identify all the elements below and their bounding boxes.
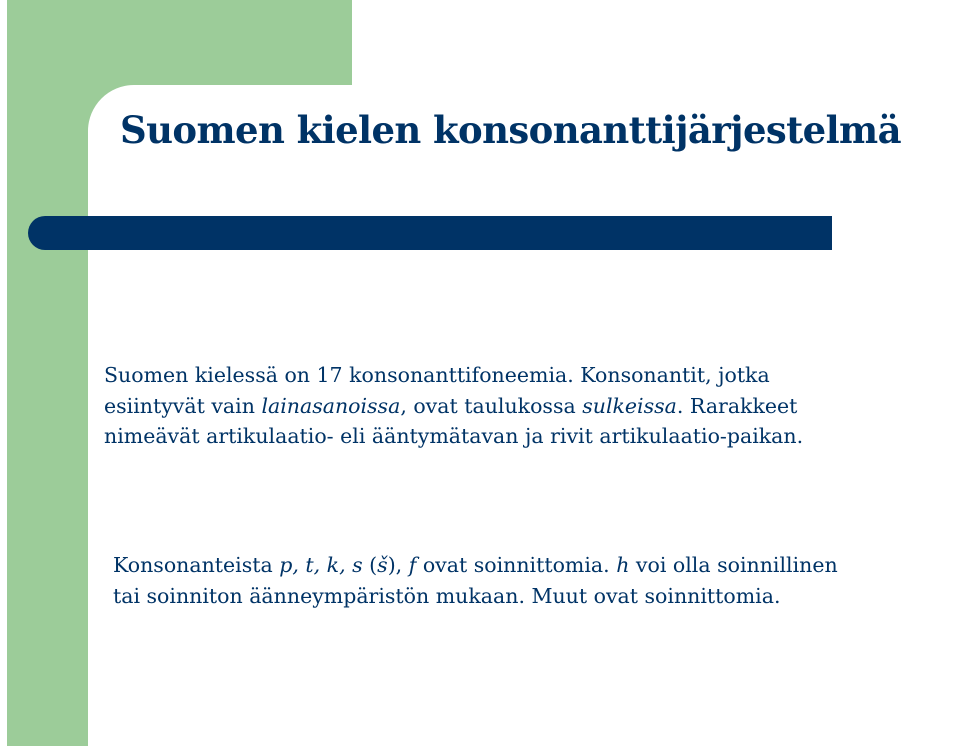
text-segment: (: [362, 553, 378, 577]
intro-paragraph: [104, 360, 944, 452]
intro-line-2: [104, 391, 944, 422]
voicing-paragraph: [113, 550, 960, 611]
voicing-line-2: tai soinniton äänneympäristön mukaan. Muut ovat soinnittomia.: [113, 583, 781, 608]
text-segment: . Rarakkeet: [676, 393, 798, 418]
intro-line-1: Suomen kielessä on 17 konsonanttifoneemia. Konsonantit, jotka: [104, 363, 770, 387]
text-segment: ),: [387, 553, 409, 577]
title-underline-bar: [28, 216, 832, 250]
italic-consonants: p, t, k, s: [279, 553, 363, 577]
text-segment: esiintyvät vain: [104, 393, 262, 418]
intro-line-3: nimeävät artikulaatio- eli ääntymätavan ja rivit artikulaatio-paikan.: [104, 424, 804, 448]
italic-consonant-sh: š: [377, 553, 388, 577]
text-segment: voi olla soinnillinen: [629, 553, 838, 577]
italic-term-lainasanoissa: lainasanoissa: [261, 393, 401, 418]
text-segment: ovat soinnittomia.: [416, 553, 617, 577]
italic-consonant-f: f: [408, 553, 417, 577]
italic-term-sulkeissa: sulkeissa: [582, 393, 677, 418]
slide-title: Suomen kielen konsonanttijärjestelmä: [120, 108, 901, 152]
text-segment: , ovat taulukossa: [400, 393, 583, 418]
voicing-line-1: [113, 550, 960, 581]
italic-consonant-h: h: [616, 553, 630, 577]
text-segment: Konsonanteista: [113, 553, 280, 577]
